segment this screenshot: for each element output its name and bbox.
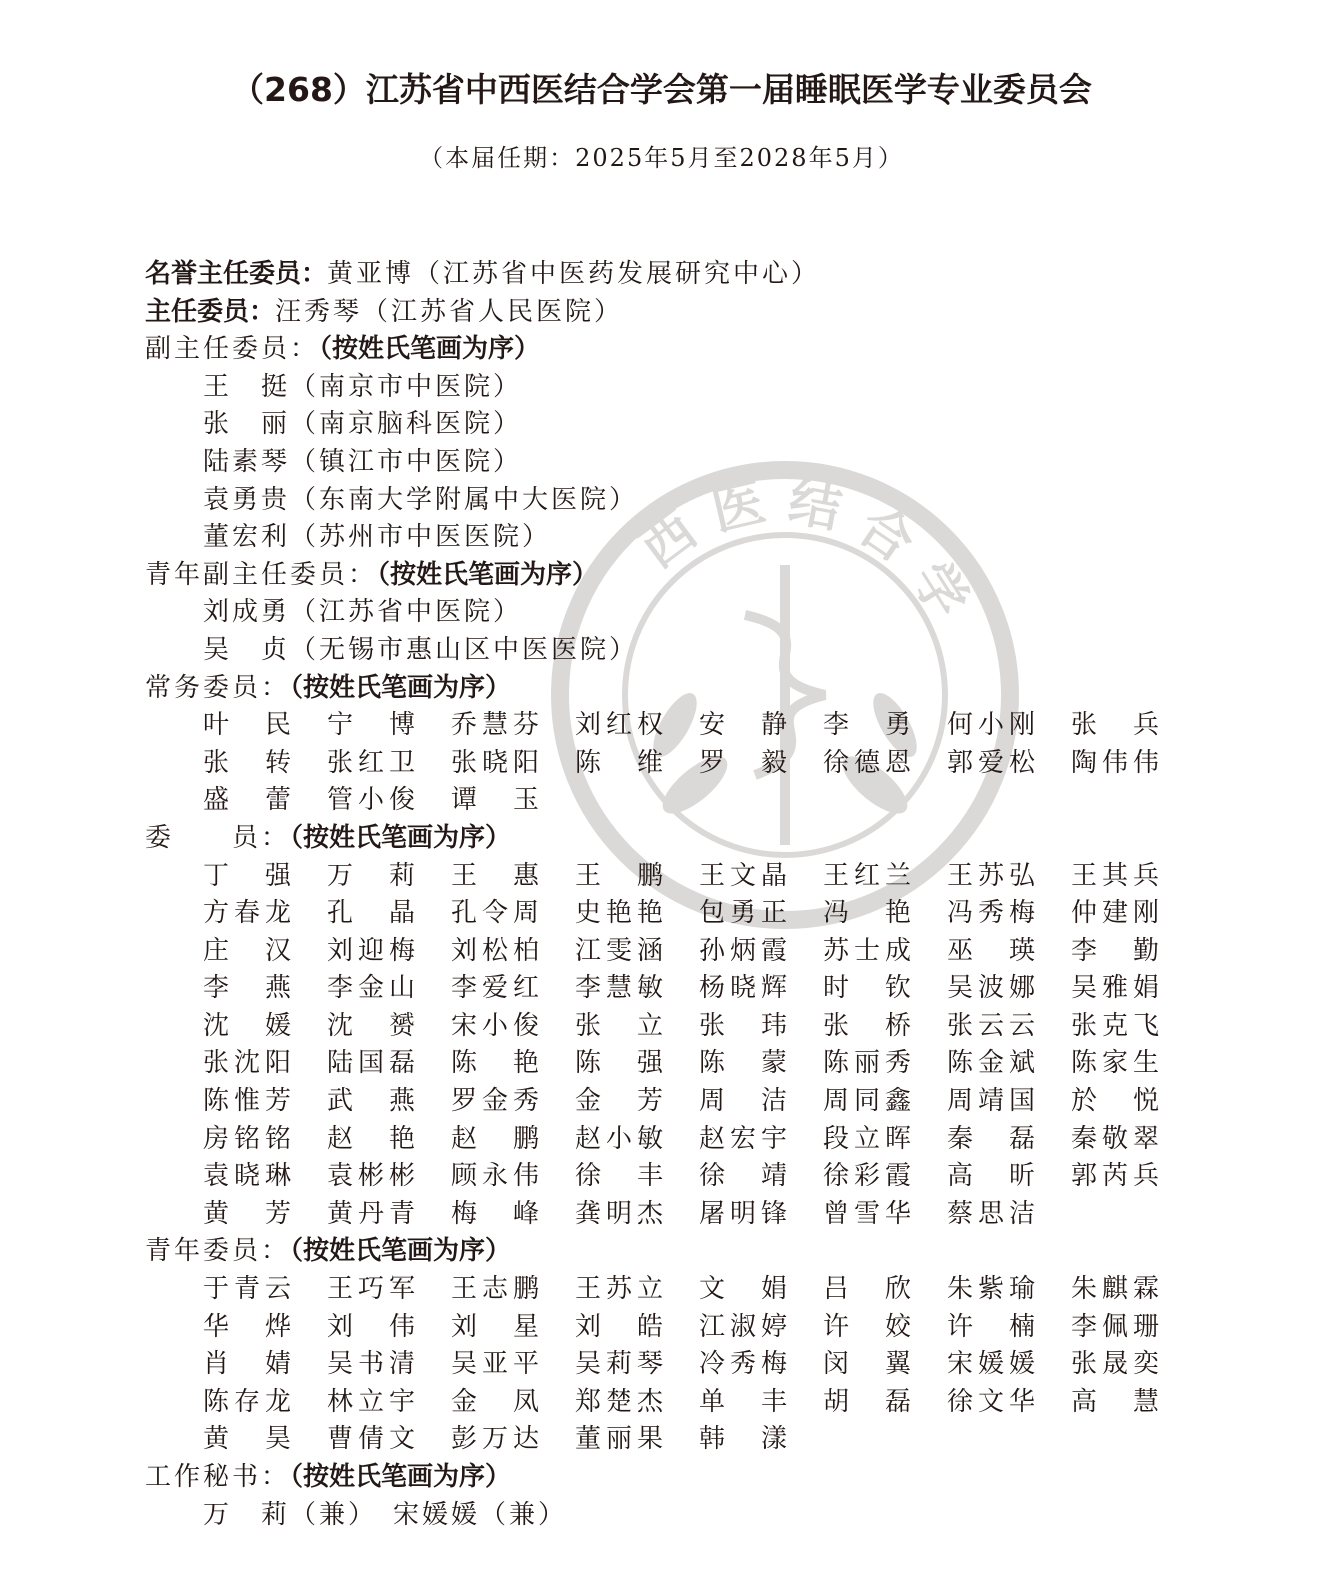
member-name: 王志鹏 [451,1274,539,1305]
member-name: 金 芳 [575,1086,663,1117]
member-name: 李 勇 [823,710,911,741]
member-name: 董宏利 [203,522,291,553]
member-name: 段立晖 [823,1123,911,1154]
member-name: 王文晶 [699,860,787,891]
member-name: 沈 媛 [203,1010,291,1041]
member-name: 韩 漾 [699,1424,787,1455]
name-row [145,1008,1295,1046]
member-name: 郑楚杰 [575,1386,663,1417]
member-name: 李慧敏 [575,973,663,1004]
member-name: 李金山 [327,973,415,1004]
honorary-director-line [145,256,1295,294]
member-name: 蔡思洁 [947,1198,1035,1229]
member-name: 袁勇贵 [203,484,291,515]
member-name: 顾永伟 [451,1161,539,1192]
member-name: 金 凤 [451,1386,539,1417]
member-name: 彭万达 [451,1424,539,1455]
member-name: 赵 鹏 [451,1123,539,1154]
section-note: （按姓氏笔画为序） [377,559,599,590]
member-name: 许 姣 [823,1311,911,1342]
section-note: （按姓氏笔画为序） [290,1236,512,1267]
member-name: 徐 靖 [699,1161,787,1192]
member-name: 罗 毅 [699,747,787,778]
member-name: 王红兰 [823,860,911,891]
list-item [145,444,1295,482]
member-org: （无锡市惠山区中医医院） [290,634,639,665]
member-org: （苏州市中医医院） [290,522,552,553]
member-name: 江雯涵 [575,935,663,966]
member-name: 盛 蕾 [203,785,291,816]
name-row [145,1045,1295,1083]
member-name: 罗金秀 [451,1086,539,1117]
member-name: 周靖国 [947,1086,1035,1117]
member-name: 庄 汉 [203,935,291,966]
member-name: 宁 博 [327,710,415,741]
honorary-director-label: 名誉主任委员： [145,259,328,289]
member-name: 谭 玉 [451,785,539,816]
member-org: （镇江市中医院） [290,446,523,477]
member-name: 梅 峰 [451,1198,539,1229]
member-name: 郭爱松 [947,747,1035,778]
member-name: 安 静 [699,710,787,741]
member-name: 张 立 [575,1010,663,1041]
member-name: 张 丽 [203,409,291,440]
member-name: 袁晓琳 [203,1161,291,1192]
member-name: 黄丹青 [327,1198,415,1229]
member-name: 赵小敏 [575,1123,663,1154]
member-name: 於 悦 [1071,1086,1159,1117]
section-label: 常务委员： [145,672,291,703]
name-row [145,1346,1295,1384]
name-row [145,1196,1295,1234]
member-name: 冯秀梅 [947,898,1035,929]
name-row [145,782,1295,820]
member-name: 吴莉琴 [575,1349,663,1380]
youth-members-heading [145,1233,1295,1271]
member-name: 陆国磊 [327,1048,415,1079]
member-name: 王 挺 [203,371,291,402]
member-name: 包勇正 [699,898,787,929]
member-name: 赵 艳 [327,1123,415,1154]
member-name: 单 丰 [699,1386,787,1417]
member-name: 陈惟芳 [203,1086,291,1117]
member-name: 乔慧芬 [451,710,539,741]
member-name: 孔 晶 [327,898,415,929]
member-name: 李 勤 [1071,935,1159,966]
member-name: 王 鹏 [575,860,663,891]
member-name: 袁彬彬 [327,1161,415,1192]
member-name: 杨晓辉 [699,973,787,1004]
committee-list [145,256,1295,1534]
member-name: 赵宏宇 [699,1123,787,1154]
member-name: 刘 皓 [575,1311,663,1342]
name-row [145,745,1295,783]
member-name: 华 烨 [203,1311,291,1342]
member-name: 黄 昊 [203,1424,291,1455]
list-item [145,482,1295,520]
member-name: 陈存龙 [203,1386,291,1417]
member-name: 李佩珊 [1071,1311,1159,1342]
section-label: 工作秘书： [145,1462,291,1492]
member-name: 方春龙 [203,898,291,929]
member-name: 刘松柏 [451,935,539,966]
standing-committee-heading [145,670,1295,708]
member-name: 江淑婷 [699,1311,787,1342]
member-name: 武 燕 [327,1086,415,1117]
member-name: 朱麒霖 [1071,1274,1159,1305]
section-label: 青年委员： [145,1236,291,1267]
name-row [145,933,1295,971]
secretary-names: 万 莉（兼） 宋媛媛（兼） [203,1499,568,1530]
member-name: 林立宇 [327,1386,415,1417]
name-row [145,1309,1295,1347]
member-name: 陈金斌 [947,1048,1035,1079]
name-row [145,1121,1295,1159]
member-name: 陈 强 [575,1048,663,1079]
member-name: 万 莉 [327,860,415,891]
member-name: 吴波娜 [947,973,1035,1004]
member-name: 张 桥 [823,1010,911,1041]
name-row [145,895,1295,933]
member-name: 刘迎梅 [327,935,415,966]
director-label: 主任委员： [145,296,276,327]
list-item [145,632,1295,670]
member-name: 刘成勇 [203,597,291,628]
member-name: 张 玮 [699,1010,787,1041]
member-name: 秦敬翠 [1071,1123,1159,1154]
member-name: 胡 磊 [823,1386,911,1417]
member-org: （南京市中医院） [290,371,523,402]
standing-committee-grid [145,707,1295,820]
section-note: （按姓氏笔画为序） [290,1462,512,1492]
member-org: （江苏省中医院） [290,597,523,628]
member-name: 刘红权 [575,710,663,741]
member-name: 秦 磊 [947,1123,1035,1154]
member-name: 巫 瑛 [947,935,1035,966]
member-name: 陶伟伟 [1071,747,1159,778]
member-name: 陈丽秀 [823,1048,911,1079]
section-label: 青年副主任委员： [145,559,378,590]
member-name: 吕 欣 [823,1274,911,1305]
name-row [145,1083,1295,1121]
name-row [145,707,1295,745]
member-name: 宋媛媛 [947,1349,1035,1380]
member-name: 冯 艳 [823,898,911,929]
member-name: 徐 丰 [575,1161,663,1192]
member-name: 张晟奕 [1071,1349,1159,1380]
member-name: 周 洁 [699,1086,787,1117]
member-name: 李爱红 [451,973,539,1004]
member-name: 朱紫瑜 [947,1274,1035,1305]
member-name: 仲建刚 [1071,898,1159,929]
list-item [145,369,1295,407]
member-name: 管小俊 [327,785,415,816]
member-name: 曹倩文 [327,1424,415,1455]
director-line [145,294,1295,332]
vice-director-heading [145,331,1295,369]
member-name: 宋小俊 [451,1010,539,1041]
member-name: 吴亚平 [451,1349,539,1380]
member-name: 孙炳霞 [699,935,787,966]
member-name: 史艳艳 [575,898,663,929]
name-row [145,858,1295,896]
member-name: 屠明锋 [699,1198,787,1229]
section-note: （按姓氏笔画为序） [319,334,541,365]
director-value: 汪秀琴（江苏省人民医院） [275,296,624,327]
member-name: 董丽果 [575,1424,663,1455]
name-row [145,1271,1295,1309]
youth-members-grid [145,1271,1295,1459]
term-period: （本届任期：2025年5月至2028年5月） [419,144,904,172]
youth-vice-director-heading [145,557,1295,595]
member-name: 冷秀梅 [699,1349,787,1380]
name-row [145,970,1295,1008]
member-name: 徐彩霞 [823,1161,911,1192]
member-name: 肖 婧 [203,1349,291,1380]
document-title: （268）江苏省中西医结合学会第一届睡眠医学专业委员会 [231,70,1092,109]
member-name: 吴雅娟 [1071,973,1159,1004]
list-item [145,519,1295,557]
member-name: 沈 赟 [327,1010,415,1041]
member-org: （南京脑科医院） [290,409,523,440]
member-name: 徐文华 [947,1386,1035,1417]
member-name: 张云云 [947,1010,1035,1041]
member-name: 张 转 [203,747,291,778]
member-name: 苏士成 [823,935,911,966]
member-name: 时 钦 [823,973,911,1004]
members-heading [145,820,1295,858]
member-name: 陈 蒙 [699,1048,787,1079]
member-name: 房铭铭 [203,1123,291,1154]
members-grid [145,858,1295,1234]
member-name: 丁 强 [203,860,291,891]
member-name: 何小刚 [947,710,1035,741]
name-row [145,1421,1295,1459]
member-name: 周同鑫 [823,1086,911,1117]
member-name: 郭芮兵 [1071,1161,1159,1192]
member-name: 孔令周 [451,898,539,929]
list-item [145,406,1295,444]
member-name: 王其兵 [1071,860,1159,891]
member-name: 张克飞 [1071,1010,1159,1041]
member-name: 吴 贞 [203,634,291,665]
member-name: 文 娟 [699,1274,787,1305]
member-name: 于青云 [203,1274,291,1305]
member-name: 张沈阳 [203,1048,291,1079]
section-note: （按姓氏笔画为序） [290,822,512,853]
member-name: 陈 维 [575,747,663,778]
member-name: 刘 伟 [327,1311,415,1342]
member-name: 高 慧 [1071,1386,1159,1417]
member-name: 黄 芳 [203,1198,291,1229]
honorary-director-value: 黄亚博（江苏省中医药发展研究中心） [327,259,821,289]
section-label: 副主任委员： [145,334,320,365]
member-name: 陈 艳 [451,1048,539,1079]
member-name: 陆素琴 [203,446,291,477]
section-note: （按姓氏笔画为序） [290,672,512,703]
member-name: 王 惠 [451,860,539,891]
member-name: 王苏弘 [947,860,1035,891]
member-name: 许 楠 [947,1311,1035,1342]
member-name: 张 兵 [1071,710,1159,741]
member-name: 陈家生 [1071,1048,1159,1079]
member-name: 王苏立 [575,1274,663,1305]
member-name: 叶 民 [203,710,291,741]
member-name: 刘 星 [451,1311,539,1342]
section-label: 委 员： [145,822,291,853]
member-name: 张晓阳 [451,747,539,778]
member-org: （东南大学附属中大医院） [290,484,639,515]
member-name: 高 昕 [947,1161,1035,1192]
member-name: 曾雪华 [823,1198,911,1229]
member-name: 徐德恩 [823,747,911,778]
member-name: 吴书清 [327,1349,415,1380]
secretary-heading [145,1459,1295,1497]
member-name: 李 燕 [203,973,291,1004]
name-row [145,1158,1295,1196]
name-row [145,1384,1295,1422]
list-item [145,594,1295,632]
svg-text:西 医 结 合 学: 西 医 结 合 学 [630,471,979,629]
member-name: 龚明杰 [575,1198,663,1229]
member-name: 闵 翼 [823,1349,911,1380]
member-name: 王巧军 [327,1274,415,1305]
member-name: 张红卫 [327,747,415,778]
